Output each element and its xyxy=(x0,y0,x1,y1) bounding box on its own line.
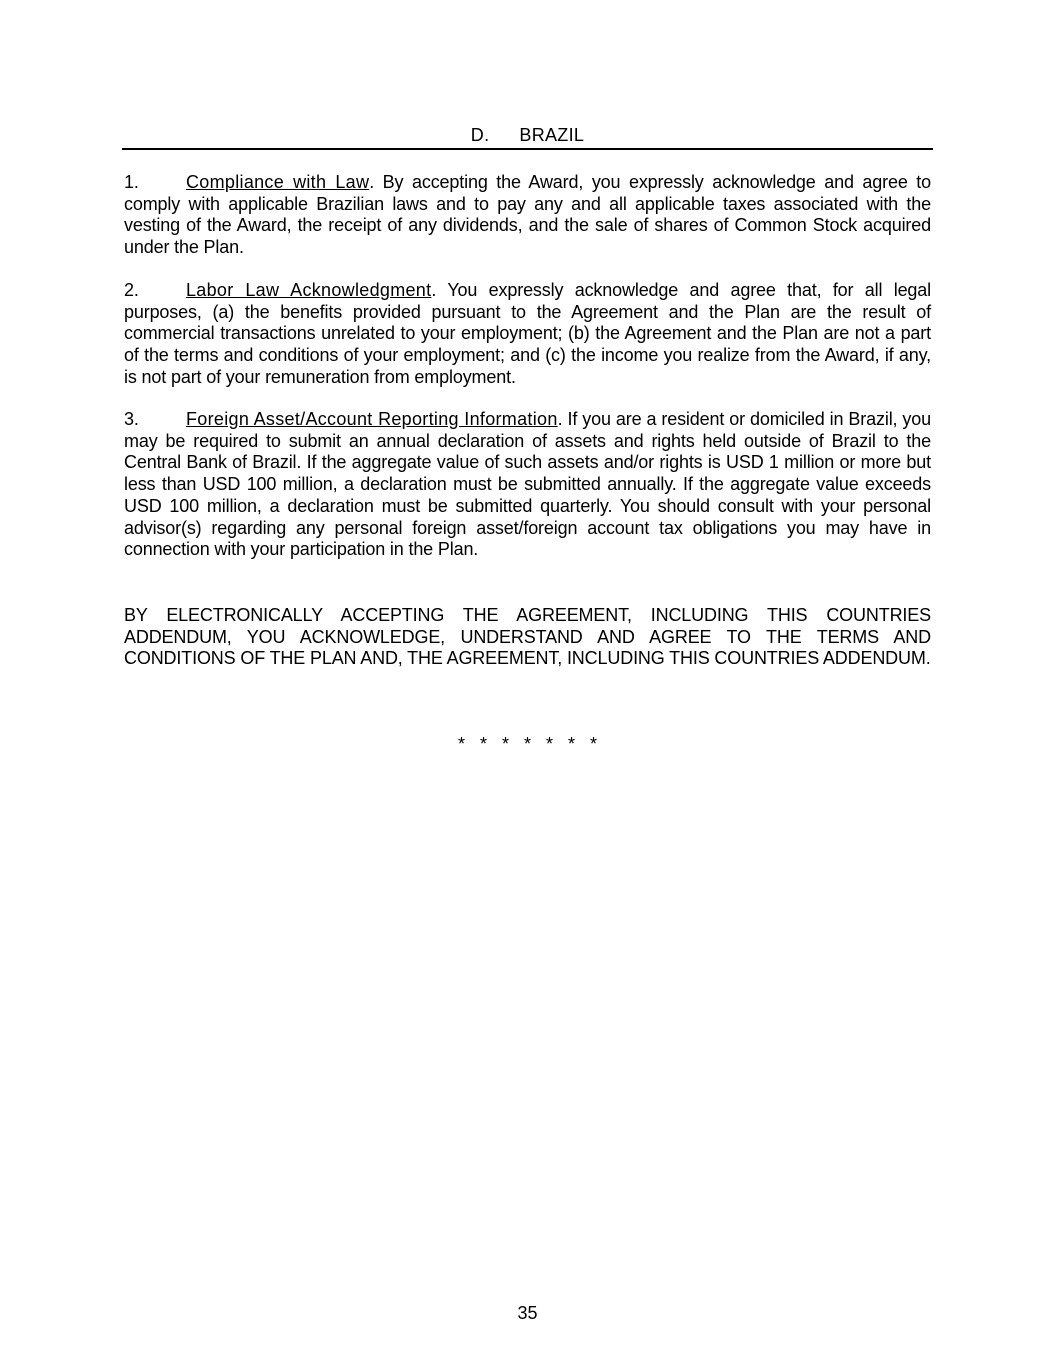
paragraph-text: . If you are a resident or domiciled in Brazil, you may be required to submit an annual declaration of assets and rights held outside of Brazil to the Central Bank of Brazil. If the aggregate value of such assets and/or rights is USD 1 million or more but less than USD 100 million, a declaration must be submitted annually. If the aggregate value exceeds USD 100 million, a declaration must be submitted quarterly. You should consult with your personal advisor(s) regarding any personal foreign asset/foreign account tax obligations you may have in connection with your participation in the Plan. xyxy=(124,409,931,560)
section-separator-stars: * * * * * * * xyxy=(457,734,598,754)
paragraph-number: 2. xyxy=(124,280,139,300)
paragraph-number: 1. xyxy=(124,172,139,192)
paragraph-caption: Foreign Asset/Account Reporting Information xyxy=(186,409,558,429)
page-number: 35 xyxy=(517,1303,538,1323)
paragraph-number: 3. xyxy=(124,409,139,429)
paragraph-caption: Labor Law Acknowledgment xyxy=(186,280,432,300)
paragraph-text: . By accepting the Award, you expressly acknowledge and agree to comply with applicable Brazilian laws and to pay any and all applicable taxes associated with the vesting of the Award, the receipt of any dividends, and the sale of shares of Common Stock acquired under the Plan. xyxy=(124,172,931,258)
heading-letter: D. xyxy=(470,125,490,145)
paragraph-caption: Compliance with Law xyxy=(186,172,370,192)
closing-acknowledgment: BY ELECTRONICALLY ACCEPTING THE AGREEMENT, INCLUDING THIS COUNTRIES ADDENDUM, YOU ACKNOWLEDGE, UNDERSTAND AND AGREE TO THE TERMS AND CONDITIONS OF THE PLAN AND, THE AGREEMENT, INCLUDING THIS COUNTRIES ADDENDUM. xyxy=(124,605,931,669)
heading-country: BRAZIL xyxy=(519,125,585,145)
paragraph-compliance-with-law xyxy=(124,172,931,259)
paragraph-labor-law-acknowledgment xyxy=(124,280,931,389)
paragraph-foreign-asset-reporting xyxy=(124,409,931,561)
section-heading xyxy=(122,124,933,150)
paragraph-text: . You expressly acknowledge and agree that, for all legal purposes, (a) the benefits provided pursuant to the Agreement and the Plan are the result of commercial transactions unrelated to your employment; (b) the Agreement and the Plan are not a part of the terms and conditions of your employment; and (c) the income you realize from the Award, if any, is not part of your remuneration from employment. xyxy=(124,280,932,387)
